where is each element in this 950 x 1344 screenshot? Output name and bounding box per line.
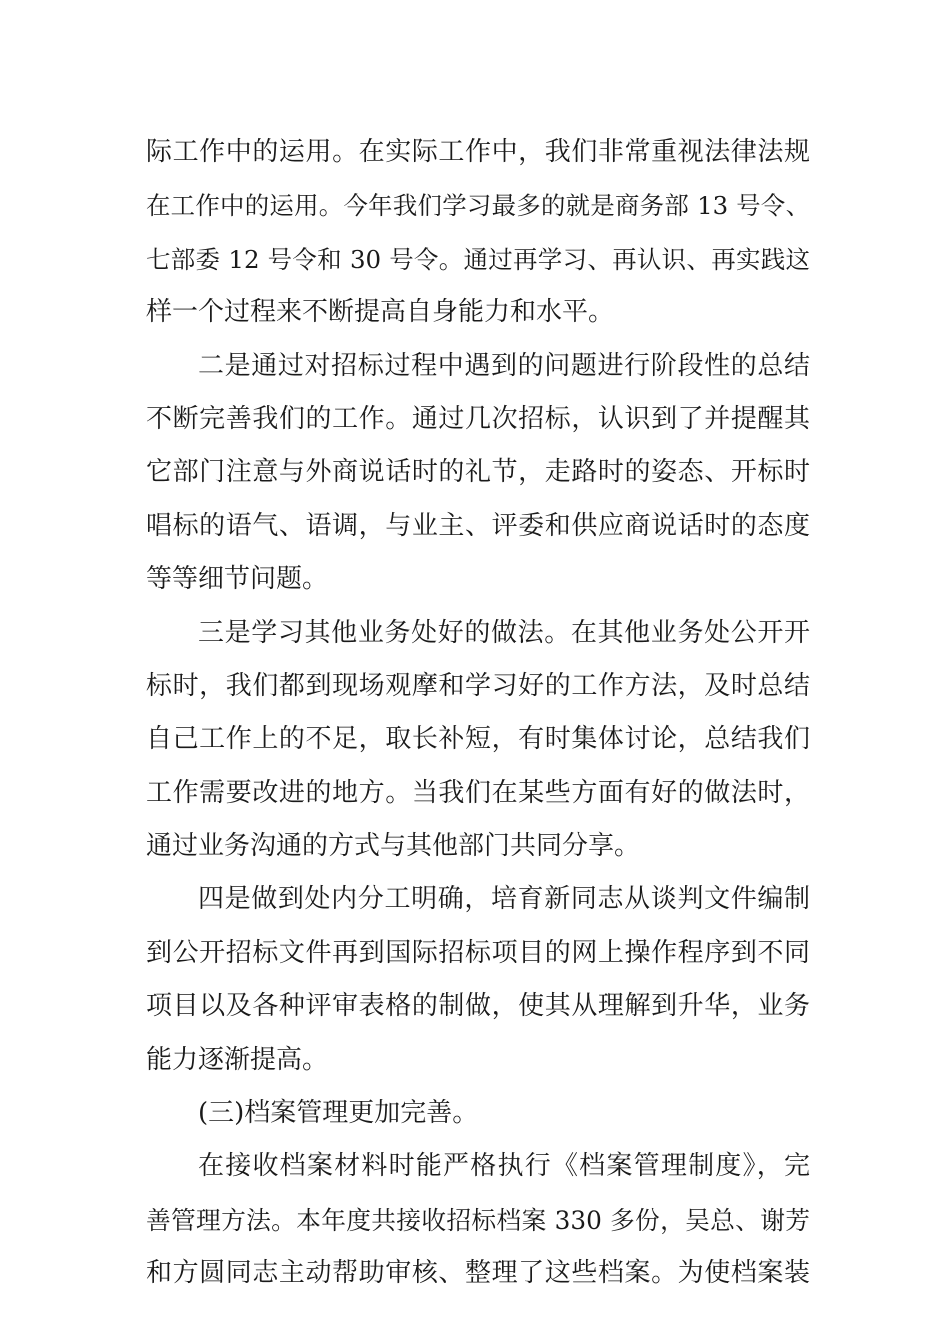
text-line-21: 善管理方法。本年度共接收招标档案 330 多份，吴总、谢芳 (146, 1205, 810, 1235)
text-line-20: 在接收档案材料时能严格执行《档案管理制度》，完 (198, 1151, 810, 1182)
text-line-13: 工作需要改进的地方。当我们在某些方面有好的做法时， (146, 777, 810, 808)
text-line-8: 唱标的语气、语调，与业主、评委和供应商说话时的态度 (146, 510, 810, 541)
text-line-15: 四是做到处内分工明确，培育新同志从谈判文件编制 (198, 884, 810, 915)
text-line-10: 三是学习其他业务处好的做法。在其他业务处公开开 (198, 617, 810, 648)
text-line-12: 自己工作上的不足，取长补短，有时集体讨论，总结我们 (146, 724, 810, 755)
text-line-17: 项目以及各种评审表格的制做，使其从理解到升华，业务 (146, 991, 810, 1022)
text-line-16: 到公开招标文件再到国际招标项目的网上操作程序到不同 (146, 937, 810, 968)
text-line-7: 它部门注意与外商说话时的礼节，走路时的姿态、开标时 (146, 457, 810, 488)
text-line-22: 和方圆同志主动帮助审核、整理了这些档案。为使档案装 (146, 1258, 810, 1289)
text-line-5: 二是通过对招标过程中遇到的问题进行阶段性的总结 (198, 350, 810, 381)
text-line-9: 等等细节问题。 (146, 564, 329, 595)
section-heading: (三)档案管理更加完善。 (198, 1098, 479, 1129)
text-line-4: 样一个过程来不断提高自身能力和水平。 (146, 297, 615, 328)
text-line-18: 能力逐渐提高。 (146, 1044, 329, 1075)
text-line-14: 通过业务沟通的方式与其他部门共同分享。 (146, 831, 641, 862)
text-line-11: 标时，我们都到现场观摩和学习好的工作方法，及时总结 (146, 670, 810, 701)
text-line-3: 七部委 12 号令和 30 号令。通过再学习、再认识、再实践这 (146, 244, 810, 274)
text-line-2: 在工作中的运用。今年我们学习最多的就是商务部 13 号令、 (146, 191, 810, 221)
text-line-1: 际工作中的运用。在实际工作中，我们非常重视法律法规 (146, 137, 810, 167)
document-body (146, 126, 810, 1301)
text-line-6: 不断完善我们的工作。通过几次招标，认识到了并提醒其 (146, 403, 810, 434)
